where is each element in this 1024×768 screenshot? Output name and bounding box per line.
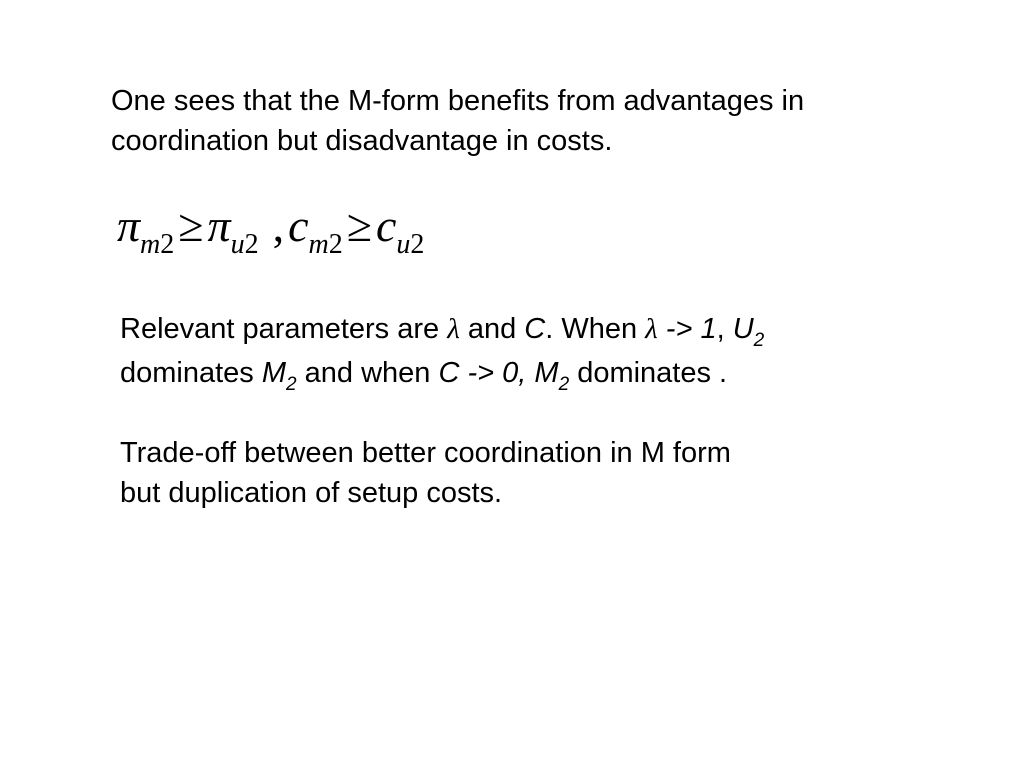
inequality-equation — [117, 196, 424, 263]
intro-line-2: coordination but disadvantage in costs. — [111, 125, 613, 157]
lambda-symbol: λ — [645, 313, 658, 345]
comma: , — [272, 200, 285, 251]
parameters-line-2: dominates $M_2$ and when C -> 0, $M_2$ dominates . — [120, 357, 728, 395]
lambda-symbol: λ — [447, 313, 460, 345]
geq-symbol: ≥ — [178, 200, 204, 251]
intro-line-1: One sees that the M-form benefits from advantages in — [111, 85, 805, 117]
c-symbol: c — [288, 200, 309, 251]
pi-symbol: π — [117, 200, 141, 251]
tradeoff-line-1: Trade-off between better coordination in M form — [120, 437, 731, 469]
parameters-paragraph — [120, 309, 764, 397]
geq-symbol: ≥ — [346, 200, 372, 251]
pi-symbol: π — [207, 200, 231, 251]
c-symbol: c — [375, 200, 397, 251]
intro-paragraph — [111, 81, 804, 161]
tradeoff-paragraph — [120, 433, 731, 513]
subscript-m2: m2 — [140, 229, 175, 260]
subscript-u2: u2 — [230, 229, 259, 260]
subscript-u2: u2 — [396, 229, 425, 260]
subscript-m2: m2 — [308, 229, 343, 260]
tradeoff-line-2: but duplication of setup costs. — [120, 477, 503, 509]
parameters-line-1: Relevant parameters are λ and C. When λ -> 1, $U_2$ — [120, 313, 765, 351]
